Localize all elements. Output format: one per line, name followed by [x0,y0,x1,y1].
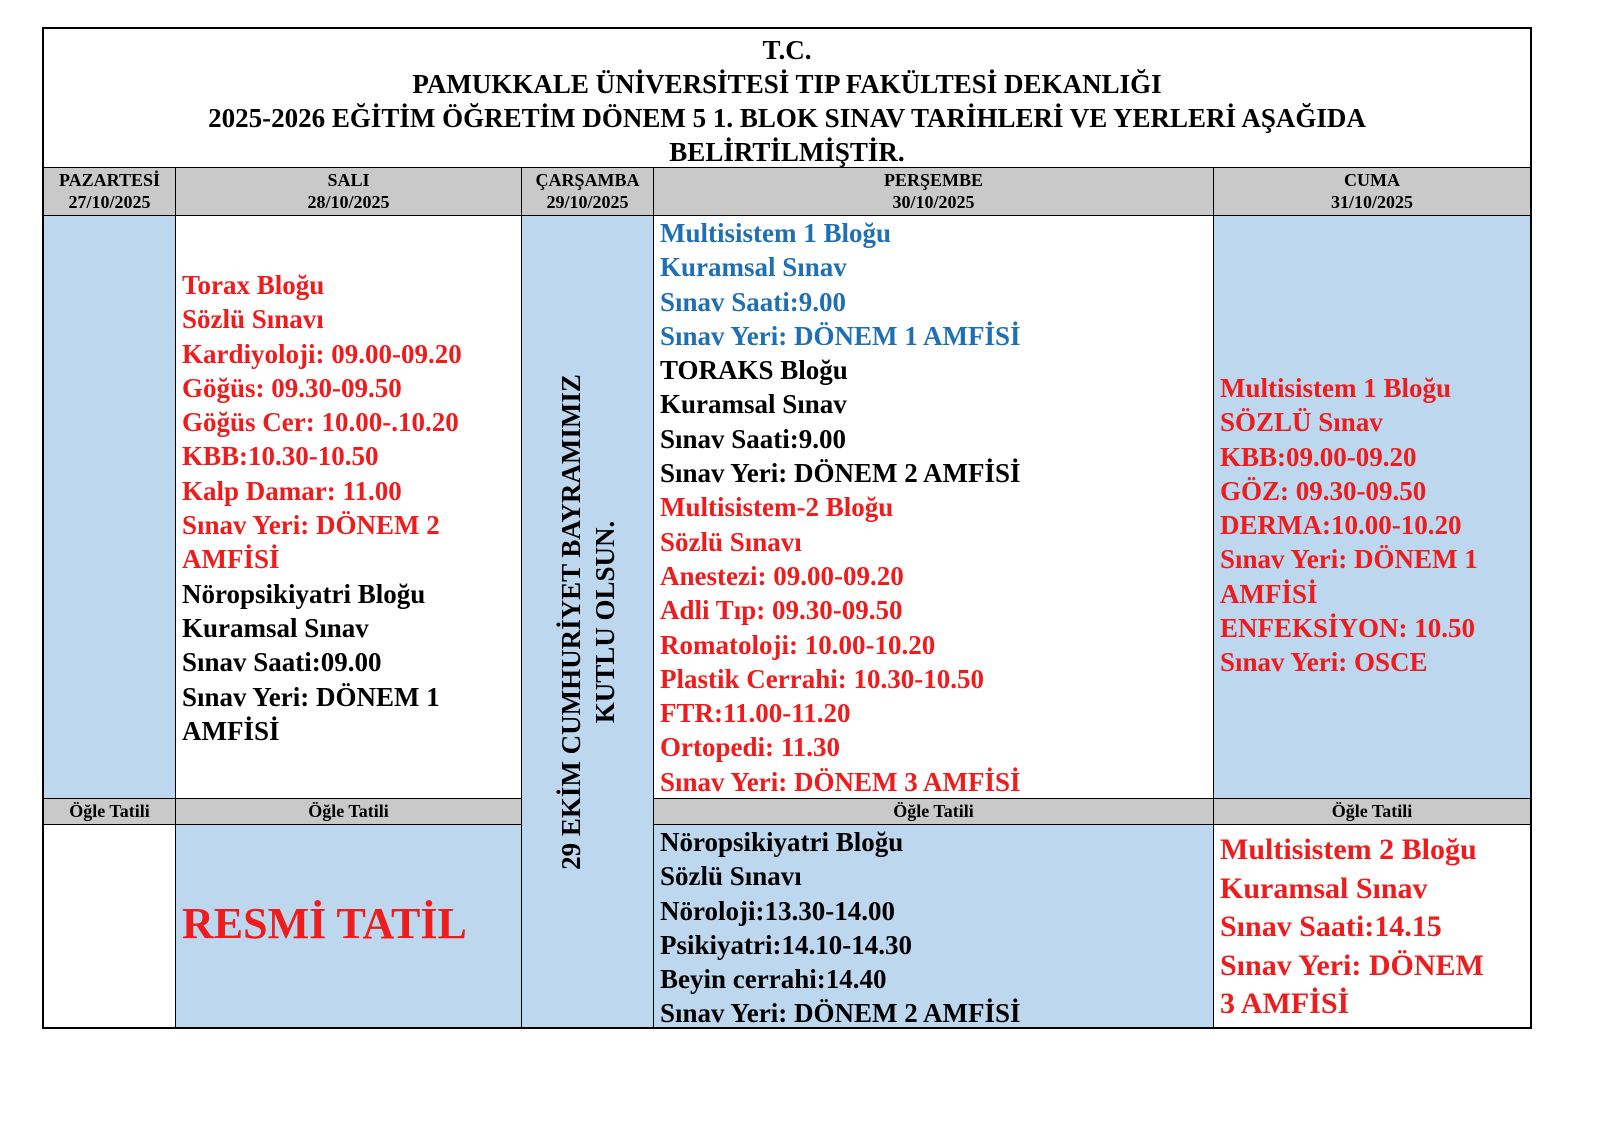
exam-line: Sınav Yeri: DÖNEM 2 AMFİSİ [660,458,1021,489]
exam-line: Torax Bloğu [182,270,325,300]
exam-line: Multisistem-2 Bloğu [660,492,894,523]
exam-line: Kuramsal Sınav [660,252,847,283]
exam-line: Sınav Yeri: DÖNEM [1220,948,1484,982]
exam-line: Multisistem 1 Bloğu [660,218,892,248]
exam-line: Multisistem 2 Bloğu [1220,833,1477,866]
title-line-4: BELİRTİLMİŞTİR. [669,137,905,167]
exam-line: Sınav Yeri: DÖNEM 1 AMFİSİ [660,320,1021,351]
day-date: 28/10/2025 [307,192,390,212]
exam-line: Kuramsal Sınav [182,612,369,643]
exam-line: Kuramsal Sınav [660,389,847,420]
exam-line: Multisistem 1 Bloğu [1220,373,1452,403]
exam-line: TORAKS Bloğu [660,355,848,386]
day-date: 30/10/2025 [892,192,975,212]
monday-morning-cell [44,216,176,799]
official-holiday-label: RESMİ TATİL [182,899,467,948]
day-date: 29/10/2025 [546,192,629,212]
header-friday [1214,168,1530,216]
header-thursday [654,168,1214,216]
exam-line: Adli Tıp: 09.30-09.50 [660,595,903,626]
exam-line: Sınav Saati:9.00 [660,423,847,454]
lunch-thursday: Öğle Tatili [654,799,1214,825]
exam-line: Ortopedi: 11.30 [660,732,840,763]
day-date: 31/10/2025 [1330,192,1413,212]
exam-line: Plastik Cerrahi: 10.30-10.50 [660,663,984,694]
exam-line: Göğüs Cer: 10.00-.10.20 [182,407,459,438]
exam-line: Sınav Yeri: DÖNEM 2 [182,510,440,541]
holiday-line-1: 29 EKİM CUMHURİYET BAYRAMIMIZ [555,373,586,870]
exam-line: Sözlü Sınavı [660,861,802,892]
exam-line: SÖZLÜ Sınav [1220,407,1383,438]
exam-line: Sınav Saati:9.00 [660,286,847,317]
exam-line: Nöroloji:13.30-14.00 [660,895,895,926]
document-title [44,29,1530,168]
exam-line: DERMA:10.00-10.20 [1220,510,1462,541]
friday-afternoon-cell [1214,825,1530,1027]
exam-line: AMFİSİ [182,715,280,746]
exam-line: Sözlü Sınavı [660,526,802,557]
exam-line: Romatoloji: 10.00-10.20 [660,629,936,660]
wednesday-holiday-cell [522,216,654,1027]
exam-line: AMFİSİ [182,544,280,575]
exam-line: Sınav Yeri: DÖNEM 1 [182,681,440,712]
title-line-1: T.C. [762,35,812,65]
lunch-monday: Öğle Tatili [44,799,176,825]
exam-line: KBB:10.30-10.50 [182,441,379,472]
exam-line: Göğüs: 09.30-09.50 [182,372,402,403]
holiday-line-2: KUTLU OLSUN. [589,520,620,723]
exam-line: FTR:11.00-11.20 [660,698,851,729]
day-name: PAZARTESİ [58,170,161,190]
header-tuesday [176,168,522,216]
day-name: ÇARŞAMBA [535,170,640,190]
exam-line: 3 AMFİSİ [1220,987,1350,1020]
exam-line: KBB:09.00-09.20 [1220,441,1417,472]
exam-line: Kalp Damar: 11.00 [182,475,402,506]
exam-line: AMFİSİ [1220,578,1318,609]
header-monday [44,168,176,216]
holiday-message [554,374,622,870]
header-wednesday [522,168,654,216]
exam-line: Sınav Saati:14.15 [1220,910,1442,943]
tuesday-morning-cell [176,216,522,799]
exam-line: Sınav Yeri: DÖNEM 3 AMFİSİ [660,766,1021,797]
exam-line: Sınav Yeri: OSCE [1220,647,1428,678]
exam-line: Sınav Saati:09.00 [182,647,382,678]
exam-line: Kuramsal Sınav [1220,871,1428,905]
schedule-table [42,27,1532,1029]
thursday-afternoon-cell [654,825,1214,1027]
exam-line: Sınav Yeri: DÖNEM 1 [1220,544,1478,575]
thursday-morning-cell [654,216,1214,799]
exam-line: Beyin cerrahi:14.40 [660,964,887,995]
tuesday-afternoon-cell [176,825,522,1027]
day-name: SALI [327,170,370,190]
exam-line: Sözlü Sınavı [182,304,324,335]
title-line-2: PAMUKKALE ÜNİVERSİTESİ TIP FAKÜLTESİ DEKANLIĞI [412,69,1162,99]
day-date: 27/10/2025 [68,192,151,212]
lunch-tuesday: Öğle Tatili [176,799,522,825]
exam-line: Psikiyatri:14.10-14.30 [660,929,912,960]
day-name: CUMA [1344,170,1400,190]
monday-afternoon-cell [44,825,176,1027]
exam-line: Anestezi: 09.00-09.20 [660,560,904,591]
friday-morning-cell [1214,216,1530,799]
lunch-friday: Öğle Tatili [1214,799,1530,825]
title-line-3: 2025-2026 EĞİTİM ÖĞRETİM DÖNEM 5 1. BLOK SINAV TARİHLERİ VE YERLERİ AŞAĞIDA [208,103,1366,133]
exam-line: GÖZ: 09.30-09.50 [1220,475,1427,506]
day-name: PERŞEMBE [883,170,984,190]
exam-line: ENFEKSİYON: 10.50 [1220,613,1476,644]
exam-line: Nöropsikiyatri Bloğu [660,827,904,857]
exam-line: Nöropsikiyatri Bloğu [182,578,426,609]
exam-line: Sınav Yeri: DÖNEM 2 AMFİSİ [660,998,1021,1029]
exam-line: Kardiyoloji: 09.00-09.20 [182,338,462,369]
